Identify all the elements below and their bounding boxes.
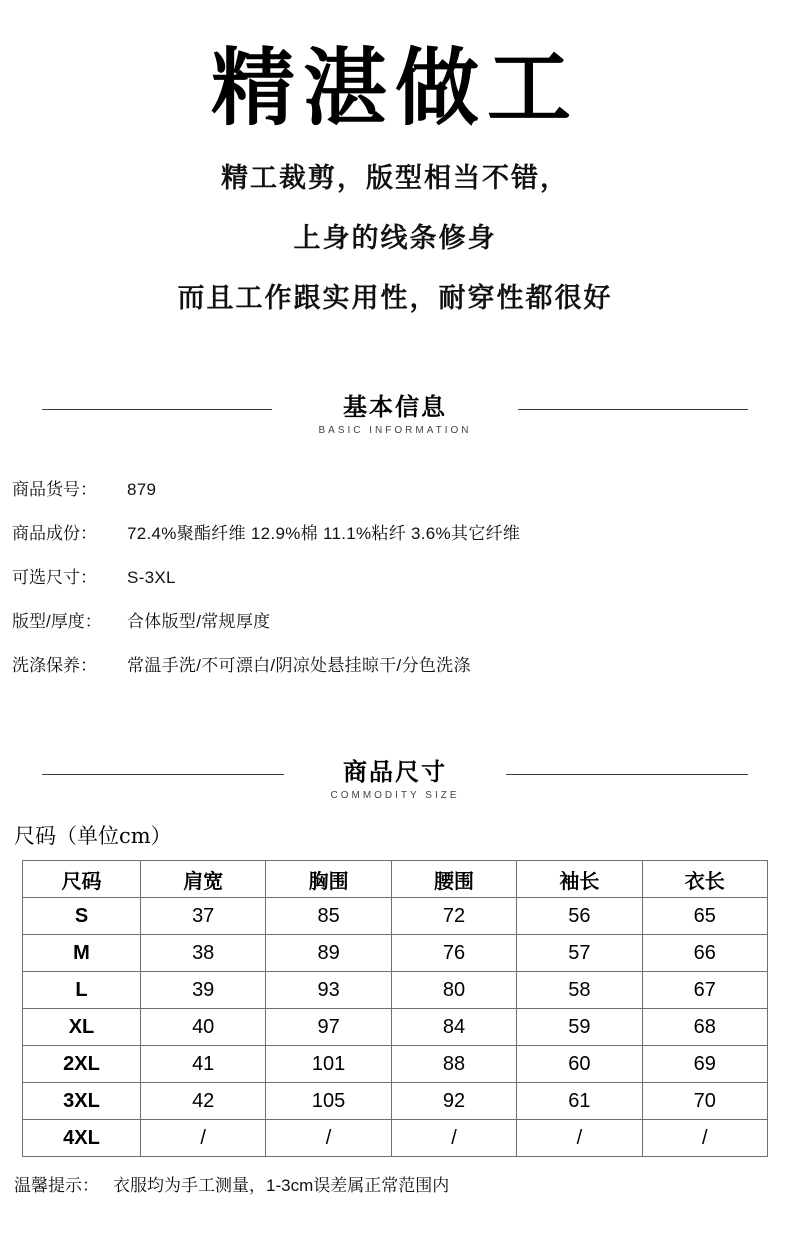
table-cell: 40 — [141, 1009, 266, 1046]
basic-info-titles — [272, 394, 517, 437]
size-table-body — [23, 898, 768, 1157]
table-cell: 85 — [266, 898, 391, 935]
size-section-titles — [284, 759, 505, 802]
table-row — [23, 898, 768, 935]
info-value: 合体版型/常规厚度 — [127, 612, 271, 632]
size-table-header-cell: 尺码 — [23, 861, 141, 898]
table-cell: 39 — [141, 972, 266, 1009]
info-label: 商品货号： — [12, 480, 97, 500]
hero-line-1: 精工裁剪，版型相当不错， — [221, 163, 569, 194]
size-table-header-cell: 腰围 — [391, 861, 516, 898]
size-table-head — [23, 861, 768, 898]
table-cell: 2XL — [23, 1046, 141, 1083]
table-row — [23, 1083, 768, 1120]
table-cell: 93 — [266, 972, 391, 1009]
info-value: S-3XL — [127, 568, 176, 588]
table-cell: 80 — [391, 972, 516, 1009]
table-cell: / — [141, 1120, 266, 1157]
info-row-fit-thickness — [12, 611, 778, 633]
table-cell: 3XL — [23, 1083, 141, 1120]
size-table-header-cell: 袖长 — [517, 861, 642, 898]
table-cell: 37 — [141, 898, 266, 935]
size-section-subtitle: COMMODITY SIZE — [330, 790, 460, 802]
size-table — [22, 860, 768, 1157]
table-cell: 42 — [141, 1083, 266, 1120]
table-cell: / — [266, 1120, 391, 1157]
table-cell: 60 — [517, 1046, 642, 1083]
table-row — [23, 935, 768, 972]
table-row — [23, 1046, 768, 1083]
table-cell: 92 — [391, 1083, 516, 1120]
table-cell: 72 — [391, 898, 516, 935]
footer-tip — [0, 1175, 790, 1197]
info-label: 可选尺寸： — [12, 568, 97, 588]
table-cell: / — [517, 1120, 642, 1157]
info-value: 879 — [127, 480, 157, 500]
info-label: 版型/厚度： — [12, 612, 102, 632]
table-cell: 59 — [517, 1009, 642, 1046]
hero-section — [0, 0, 790, 314]
table-cell: 57 — [517, 935, 642, 972]
hero-line-2: 上身的线条修身 — [293, 223, 497, 254]
divider-line-left — [42, 409, 272, 410]
table-cell: 97 — [266, 1009, 391, 1046]
info-value: 常温手洗/不可漂白/阴凉处悬挂晾干/分色洗涤 — [127, 656, 471, 676]
table-cell: 84 — [391, 1009, 516, 1046]
table-cell: / — [642, 1120, 767, 1157]
table-row — [23, 972, 768, 1009]
info-row-item-number — [12, 479, 778, 501]
table-cell: 76 — [391, 935, 516, 972]
table-cell: 105 — [266, 1083, 391, 1120]
divider-line-right — [518, 409, 748, 410]
basic-info-title: 基本信息 — [343, 394, 447, 422]
table-cell: 101 — [266, 1046, 391, 1083]
basic-info-subtitle: BASIC INFORMATION — [318, 425, 472, 437]
table-cell: 68 — [642, 1009, 767, 1046]
table-row — [23, 1120, 768, 1157]
table-cell: 88 — [391, 1046, 516, 1083]
table-cell: S — [23, 898, 141, 935]
table-cell: L — [23, 972, 141, 1009]
table-cell: 56 — [517, 898, 642, 935]
table-cell: 65 — [642, 898, 767, 935]
table-cell: / — [391, 1120, 516, 1157]
info-label: 商品成份： — [12, 524, 97, 544]
info-row-composition — [12, 523, 778, 545]
table-cell: 4XL — [23, 1120, 141, 1157]
size-table-header-cell: 衣长 — [642, 861, 767, 898]
size-unit-label: 尺码（单位cm） — [14, 824, 172, 849]
table-row — [23, 1009, 768, 1046]
info-label: 洗涤保养： — [12, 656, 97, 676]
table-cell: 61 — [517, 1083, 642, 1120]
basic-info-list — [0, 479, 790, 677]
info-value: 72.4%聚酯纤维 12.9%棉 11.1%粘纤 3.6%其它纤维 — [127, 524, 521, 544]
info-row-sizes — [12, 567, 778, 589]
size-section-title: 商品尺寸 — [343, 759, 447, 787]
table-cell: 70 — [642, 1083, 767, 1120]
size-section-header — [42, 759, 748, 802]
size-table-header-cell: 胸围 — [266, 861, 391, 898]
hero-line-3: 而且工作跟实用性，耐穿性都很好 — [177, 283, 613, 314]
table-cell: 41 — [141, 1046, 266, 1083]
divider-line-right — [506, 774, 748, 775]
table-cell: 67 — [642, 972, 767, 1009]
divider-line-left — [42, 774, 284, 775]
table-cell: XL — [23, 1009, 141, 1046]
table-cell: 58 — [517, 972, 642, 1009]
footer-tip-text: 衣服均为手工测量，1-3cm误差属正常范围内 — [113, 1176, 450, 1196]
table-cell: 89 — [266, 935, 391, 972]
footer-tip-label: 温馨提示： — [14, 1176, 99, 1196]
hero-title: 精湛做工 — [210, 41, 579, 135]
table-cell: 38 — [141, 935, 266, 972]
table-cell: 66 — [642, 935, 767, 972]
size-table-header-cell: 肩宽 — [141, 861, 266, 898]
info-row-washing-care — [12, 655, 778, 677]
table-cell: M — [23, 935, 141, 972]
size-table-head-row — [23, 861, 768, 898]
table-cell: 69 — [642, 1046, 767, 1083]
basic-info-header — [42, 394, 748, 437]
